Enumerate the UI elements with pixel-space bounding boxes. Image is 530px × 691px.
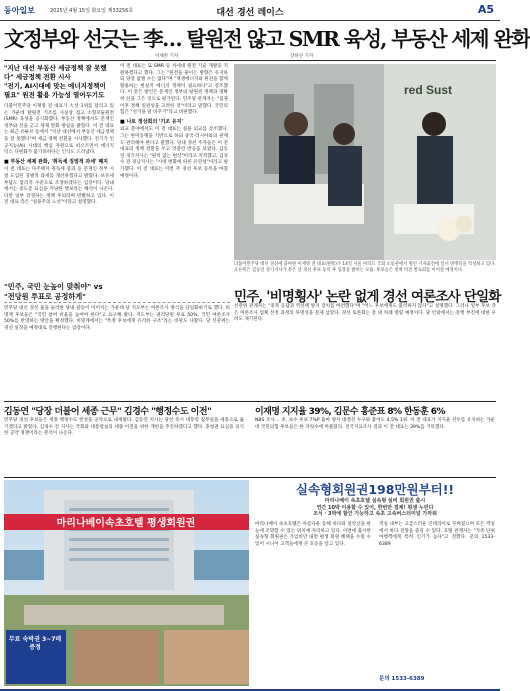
section-title: 대선 경선 레이스 [216,8,284,18]
lower-right-body [255,418,495,476]
ad-title: 실속형회원권198만원부터!! [295,482,455,497]
byline-right: 장하얀 기자 [290,54,314,59]
article-lead: "지난 대선 부동산 세금정책 잘 못했 다" 세금정책 전환 시사 "전기, AI시대에 맞는 에너지정책이 필요" 원전 활용 가능성 열어두기도 [4,64,107,99]
ad-text-1: 마리나베이 속초호텔은 아름다운 동해 바다와 설악산을 한눈에 조망할 수 있는 위치에 자리하고 있다. 이번에 출시한 실속형 회원권은 가입비만 내면 평생 회원 혜택을 누릴 수 있어 시니어 고객들에게 큰 호응을 얻고 있다. [255,522,373,547]
ad-tagline-2: 연간 10박 이용할 수 있어, 한번만 결제! 평생 누린다 [316,504,434,511]
lower-left-headline: 김동연 "당장 더불어 세종 근무" 김경수 "행정수도 이전" [4,407,212,417]
article-body-1b: 이 전 대표는 다주택자 취득세 중과 등 문재인 정부 시절 도입된 징벌적 과세를 개선하겠다고 밝혔다. 보유세 부담도 합리적 수준으로 조정하겠다는 입장이다. 당내에서는 중도층 표심을 겨냥한 행보라는 해석이 나온다. 다만 일부 강경파는 정책 후퇴라며 반발하고 있다. 이 전 대표 측은 "실용주의 노선"이라고 설명했다. [4,167,116,206]
ad-tagline-block [255,498,495,518]
news-photo [234,64,496,260]
article-subhead-2: ■ 나토 정상회의 '기조 유지' [120,118,184,125]
ad-tagline-3: 조식 · 3박에 할인 가능하고 속초 고속버스터미널 가까워 [313,511,437,518]
lower-left-text: 민주당 경선 후보들은 세종 행정수도 완성을 공약으로 내세웠다. 김동연 지사는 당선 즉시 대통령 집무실을 세종으로 옮기겠다고 밝혔다. 김경수 전 지사는 국회와 대통령실의 세종 이전을 위한 개헌을 추진하겠다고 했다. 충청권 표심을 의식한 공약 경쟁이라는 분석이 나온다. [4,418,244,437]
lower-right-headline: 이재명 지지율 39%, 김문수 홍준표 8% 한동훈 6% [255,407,445,417]
ad-phone[interactable]: 문의 1533-6389 [379,676,425,682]
ad-text-column-2 [379,522,495,672]
article-body-2: 이 전 대표는 또 SMR 등 차세대 원전 기술 개발을 지원하겠다고 했다. 그는 "원전을 줄이는 방향은 유지하되 당장 없앨 수는 없다"며 "재생에너지와 원전을 함께 활용하는 현실적 에너지 정책이 필요하다"고 강조했다. 이 같은 발언은 문재인 정부의 탈원전 정책과 명확히 선을 그은 것으로 평가된다. 민주당 관계자는 "집권 이후 정책 일관성을 고려한 것"이라고 말했다. 국민의힘은 "선거용 말 바꾸기"라고 비판했다. [120,64,230,116]
side-column-b [234,304,496,400]
article-body-1: 더불어민주당 이재명 전 대표가 大선 1위를 달리고 있는 가운데 탈원전 기조를 사실상 접고 소형모듈원전(SMR) 육성을 공식화했다. 부동산 정책에서도 문재인 정부와 선을 긋고 세제 완화 방침을 밝혔다. 이 전 대표는 최근 유튜브 등에서 "지난 대선에서 부동산 세금정책을 잘 못했다"며 세금 정책 전환을 시사했다. 전기가 인공지능(AI) 시대의 핵심 자원으로 떠오르면서 에너지 믹스 다변화가 불가피하다는 인식도 드러냈다. [4,104,116,156]
masthead [0,0,500,21]
byline-left: 이채완 기자 [155,54,179,59]
lower-right-text: NBS 조사… 李, 보수 후보 7%P 출마 양자 대결선 누구와 붙어도 4.5% 1위. 이 전 대표가 지지율 선두를 유지하는 가운데 국민의힘 후보들은 한 자릿수에 머물렀다. 전국지표조사 결과 이 전 대표는 39%를 기록했다. [255,418,495,430]
main-headline: 文정부와 선긋는 李… 탈원전 않고 SMR 육성, 부동산 세제 완화 [4,27,530,51]
photo-illustration [234,64,496,260]
article-body-2b: 외교 분야에서도 이 전 대표는 실용 외교를 강조했다. 그는 한미동맹을 기반으로 하되 중국·러시아와의 관계도 관리해야 한다고 말했다. 당내 경선 주자들은 이 전 대표의 정책 전환을 두고 엇갈린 반응을 보였다. 김동연 경기지사는 "원칙 없는 변신"이라고 지적했고, 김경수 전 경남지사는 "시대 변화에 따른 유연성"이라고 평가했다. 이 전 대표는 이번 주 경선 후보 등록을 마칠 예정이다. [120,127,230,179]
side-body-b: 선관위 관계자는 "중복 응답과 역선택 방지 장치를 마련했다"며 "어느 후보에게도 불리하지 않다"고 설명했다. 그러나 일부 후보 측은 여론조사 업체 선정 과정의 투명성을 문제 삼았다. 경선 토론회는 총 네 차례 열릴 예정이다. 당 안팎에서는 흥행 부진에 대한 우려도 제기된다. [234,304,496,323]
side-box-title: "민주, 국민 눈높이 맞춰야" vs "전당원 투표로 공정하게" [4,282,103,301]
lower-left-body [4,418,244,476]
ad-tagline-1: 마리나베이 속초호텔 실속형 실버 회원권 출시 [324,498,426,504]
ad-badge: 무료 숙박권 3~7매 증정 [8,636,62,651]
publication-date: 2025년 4월 15일 화요일 제33256호 [50,8,134,14]
side-body-a: 민주당 대선 경선 룰을 둘러싼 당내 갈등이 이어지는 가운데 당 지도부는 여론조사 방식을 단일화하기로 했다. 비명계 후보들은 "국민 참여 비율을 높여야 한다"고 요구해 왔다. 지도부는 권리당원 투표 50%, 국민 여론조사 50%를 반영하는 방안을 확정했다. 비명계에서는 "특정 후보에게 유리한 구조"라는 비판도 나왔다. 당 선관위는 경선 일정을 예정대로 진행한다는 입장이다. [4,306,232,331]
newspaper-logo: 동아일보 [4,6,35,15]
side-headline: 민주, '비명횡사' 논란 없게 경선 여론조사 단일화 [234,289,501,305]
side-column-a [4,306,230,400]
photo-caption: 더불어민주당 대선 경선에 출마한 이재명 전 대표(왼쪽)가 14일 서울 여의도 국회 소통관에서 열린 기자회견에 앞서 방명록을 작성하고 있다. 오른쪽은 김동연 경기지사가 같은 날 경선 후보 등록 후 입장을 밝히는 모습. 후보들은 정책 비전 발표회를 이어갈 예정이다. [234,262,496,273]
article-column-1 [4,64,114,276]
ad-text-column-1 [255,522,371,682]
ad-rule [4,477,496,478]
article-column-2 [120,64,228,276]
hotel-illustration [4,480,249,686]
page-number: A5 [477,3,494,16]
article-subhead-1: ■ 부동산 세제 완화, '취득세 징벌적 과세' 폐지 [4,158,108,165]
section-rule [4,401,496,402]
ad-hotel-image[interactable] [4,480,249,686]
backdrop-sign-text: red Sust [404,83,453,97]
ad-text-2: 객실 내부는 고급스러운 인테리어로 꾸며졌으며 모든 객실에서 바다 전망을 즐길 수 있다. 호텔 관계자는 "가족 단위 여행객에게 특히 인기가 높다"고 전했다. 문의 1533-6389 [379,522,497,547]
headline-rule [4,60,496,61]
ad-banner-text: 마리나베이속초호텔 평생회원권 [56,518,196,529]
